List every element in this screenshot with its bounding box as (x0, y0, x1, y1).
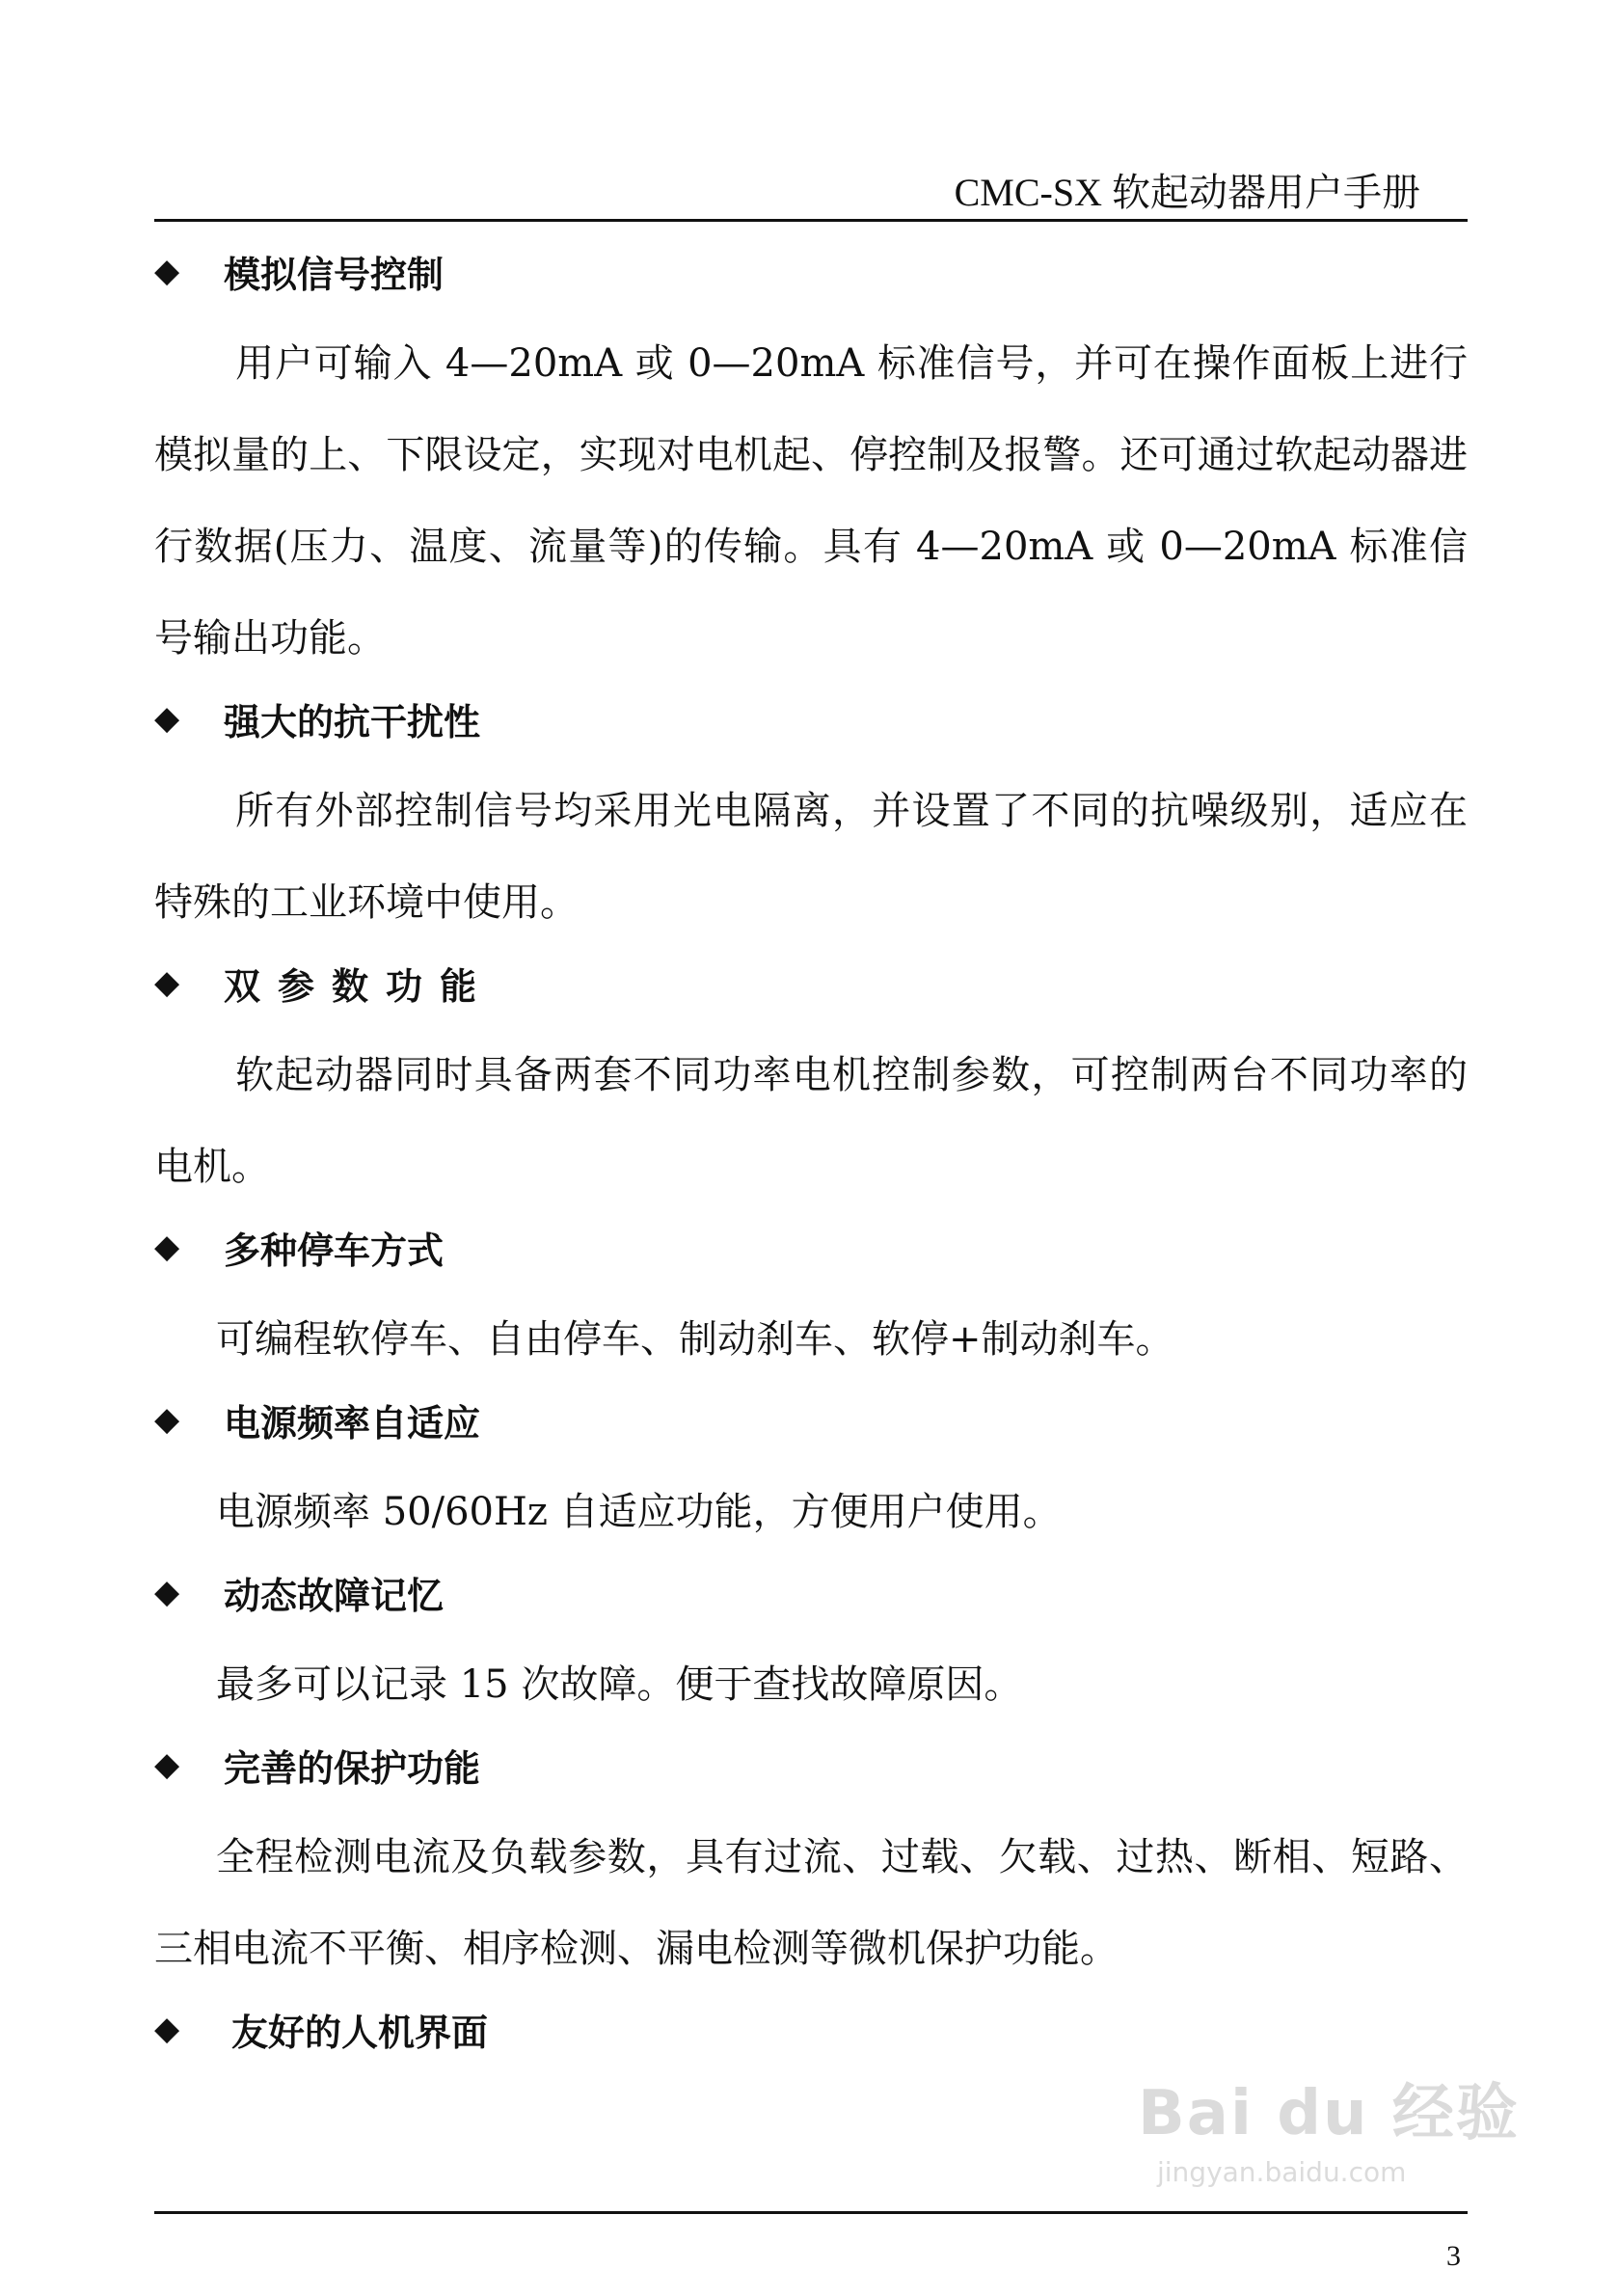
section-hmi (154, 1999, 1468, 2059)
section-heading-text: 电源频率自适应 (224, 1401, 481, 1445)
diamond-bullet-icon: ◆ (154, 1573, 180, 1611)
section-dual-parameter (154, 953, 1468, 1213)
section-heading-text: 多种停车方式 (224, 1229, 445, 1272)
baidu-jingyan-watermark (1138, 2064, 1543, 2218)
section-paragraph: 可编程软停车、自由停车、制动刹车、软停+制动刹车。 (216, 1317, 1174, 1362)
section-frequency-adaptive (154, 1390, 1468, 1558)
section-heading-text: 强大的抗干扰性 (224, 700, 481, 743)
section-paragraph: 电源频率 50/60Hz 自适应功能，方便用户使用。 (216, 1490, 1062, 1534)
section-heading (154, 1217, 1468, 1277)
section-heading-text: 双参数功能 (224, 964, 495, 1008)
watermark-url: jingyan.baidu.com (1157, 2156, 1407, 2188)
section-heading (154, 1999, 1468, 2059)
page-content (154, 241, 1468, 2076)
section-heading (154, 1390, 1468, 1449)
section-analog-signal-control (154, 241, 1468, 685)
section-heading (154, 689, 1468, 748)
section-paragraph: 所有外部控制信号均采用光电隔离，并设置了不同的抗噪级别，适应在特殊的工业环境中使用。 (154, 789, 1468, 925)
diamond-bullet-icon: ◆ (154, 963, 180, 1002)
header-rule (154, 219, 1468, 222)
section-paragraph: 最多可以记录 15 次故障。便于查找故障原因。 (216, 1662, 1023, 1707)
section-heading-text: 完善的保护功能 (224, 1746, 481, 1790)
section-heading (154, 1735, 1468, 1795)
section-heading (154, 241, 1468, 301)
section-heading (154, 1562, 1468, 1622)
diamond-bullet-icon: ◆ (154, 2010, 180, 2048)
page-number: 3 (1446, 2240, 1461, 2272)
section-heading (154, 953, 1468, 1013)
header-title: CMC-SX 软起动器用户手册 (954, 171, 1420, 214)
section-anti-interference (154, 689, 1468, 949)
diamond-bullet-icon: ◆ (154, 1228, 180, 1266)
diamond-bullet-icon: ◆ (154, 699, 180, 738)
watermark-logo: Bai du 经验 (1138, 2078, 1520, 2149)
diamond-bullet-icon: ◆ (154, 1745, 180, 1784)
section-fault-memory (154, 1562, 1468, 1731)
section-heading-text: 模拟信号控制 (224, 253, 445, 296)
section-heading-text: 动态故障记忆 (224, 1574, 445, 1617)
diamond-bullet-icon: ◆ (154, 252, 180, 290)
section-stop-modes (154, 1217, 1468, 1386)
section-paragraph: 全程检测电流及负载参数，具有过流、过载、欠载、过热、断相、短路、三相电流不平衡、相序检测、漏电检测等微机保护功能。 (154, 1835, 1468, 1971)
diamond-bullet-icon: ◆ (154, 1400, 180, 1439)
section-protection (154, 1735, 1468, 1995)
footer-rule (154, 2211, 1468, 2214)
section-paragraph: 用户可输入 4—20mA 或 0—20mA 标准信号，并可在操作面板上进行模拟量的上、下限设定，实现对电机起、停控制及报警。还可通过软起动器进行数据(压力、温度、流量等)的传输。具有 4—20mA 或 0—20mA 标准信号输出功能。 (154, 341, 1468, 661)
section-paragraph: 软起动器同时具备两套不同功率电机控制参数，可控制两台不同功率的电机。 (154, 1053, 1468, 1189)
section-heading-text: 友好的人机界面 (231, 2011, 489, 2054)
